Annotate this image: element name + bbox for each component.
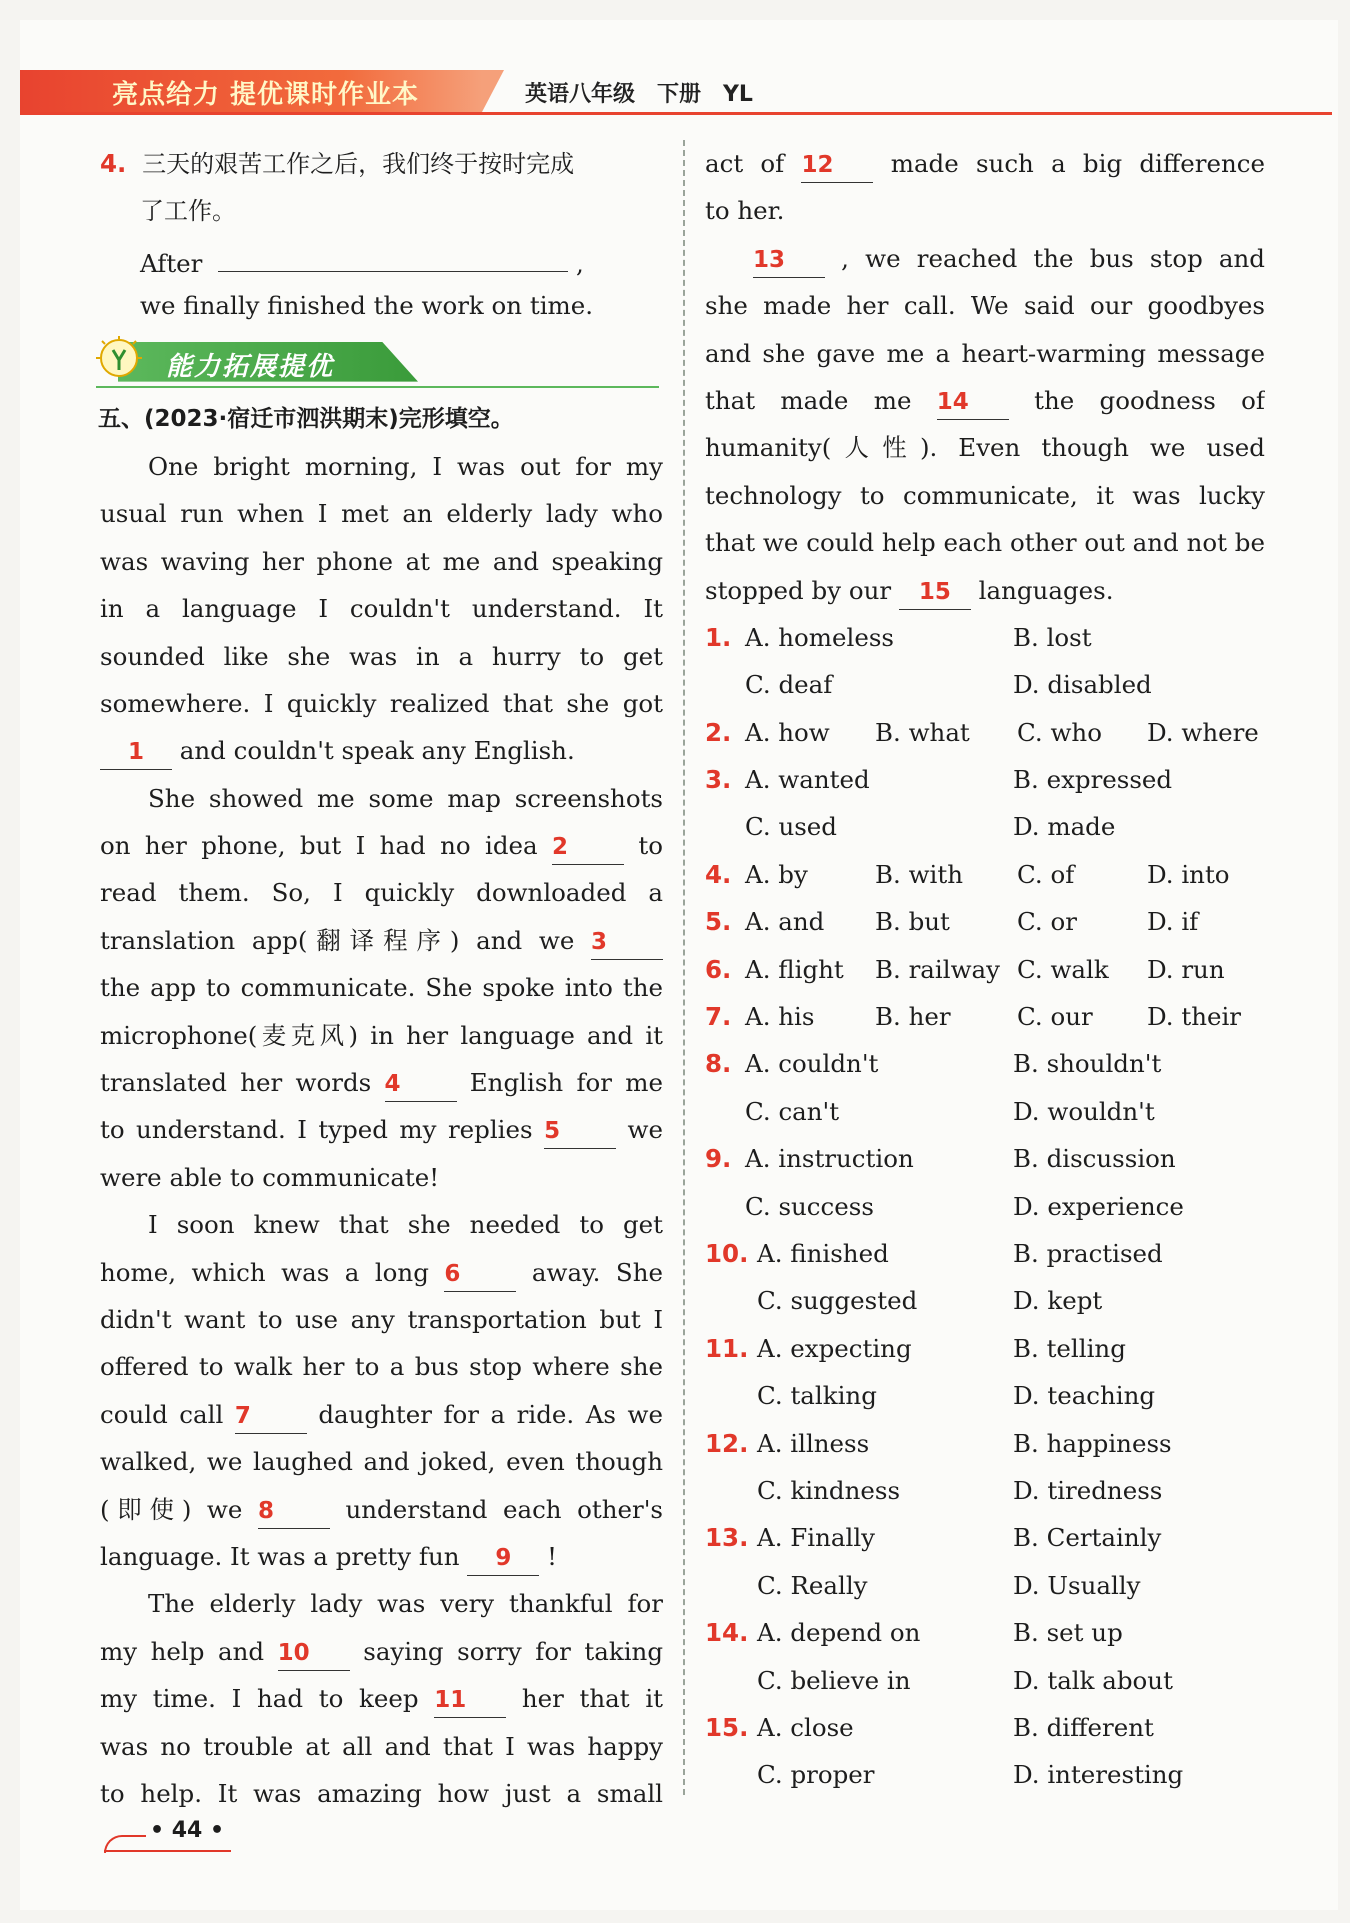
question-row: [705, 898, 1265, 945]
left-line: [100, 585, 663, 632]
answer-blank[interactable]: [753, 241, 825, 278]
option[interactable]: B. with: [875, 859, 964, 889]
left-line: [100, 1201, 663, 1248]
blank-number: 4: [384, 1071, 401, 1098]
text-after: we: [616, 1115, 663, 1145]
right-line: [705, 424, 1265, 471]
line-text: [705, 424, 1265, 471]
option[interactable]: D. teaching: [1013, 1381, 1156, 1411]
answer-blank[interactable]: [434, 1681, 506, 1718]
question-row: [705, 946, 1265, 993]
left-line: [100, 1438, 663, 1485]
answer-blank[interactable]: [444, 1255, 516, 1292]
text-before: somewhere. I quickly realized that she got: [100, 688, 663, 718]
header-rule: [20, 112, 1332, 115]
text-before: usual run when I met an elderly lady who: [100, 499, 663, 529]
option[interactable]: B. lost: [1013, 622, 1092, 652]
option[interactable]: A. expecting: [757, 1333, 912, 1363]
question-row: [705, 1277, 1265, 1324]
option[interactable]: C. who: [1017, 717, 1102, 747]
option[interactable]: B. telling: [1013, 1333, 1126, 1363]
left-line: [100, 1628, 663, 1675]
option[interactable]: D. their: [1147, 1002, 1242, 1032]
text-before: was waving her phone at me and speaking: [100, 546, 663, 576]
option[interactable]: A. Finally: [757, 1523, 876, 1553]
blank-number: 6: [444, 1260, 461, 1287]
option[interactable]: C. talking: [757, 1381, 877, 1411]
question-number: 12.: [705, 1428, 749, 1458]
answer-blank[interactable]: [544, 1112, 616, 1149]
question-row: [705, 1657, 1265, 1704]
option[interactable]: D. disabled: [1013, 670, 1152, 700]
passage-right: [705, 140, 1265, 614]
text-before: in a language I couldn't understand. It: [100, 594, 663, 624]
option[interactable]: C. walk: [1017, 954, 1109, 984]
question-row: [705, 1467, 1265, 1514]
option[interactable]: A. illness: [757, 1428, 870, 1458]
blank-number: 5: [544, 1118, 561, 1145]
option[interactable]: D. interesting: [1013, 1760, 1184, 1790]
left-line: [100, 1249, 663, 1296]
option[interactable]: A. homeless: [745, 622, 895, 652]
line-text: [705, 187, 1265, 234]
text-after: !: [539, 1541, 557, 1571]
option[interactable]: B. what: [875, 717, 970, 747]
question-number: 1.: [705, 622, 732, 652]
line-text: [100, 822, 663, 869]
left-line: [100, 727, 663, 774]
left-line: [100, 1391, 663, 1438]
option[interactable]: C. can't: [745, 1096, 840, 1126]
line-text: [100, 1723, 663, 1770]
text-after: , we reached the bus stop and: [825, 243, 1265, 273]
text-before: The elderly lady was very thankful for: [148, 1589, 663, 1619]
translation-blank[interactable]: [218, 235, 568, 272]
option[interactable]: D. if: [1147, 907, 1199, 937]
right-line: [705, 187, 1265, 234]
left-line: [100, 917, 663, 964]
prompt-end: ,: [575, 248, 584, 278]
answer-blank[interactable]: [801, 146, 873, 183]
question-number: [705, 661, 745, 708]
question-row: [705, 1514, 1265, 1561]
text-before: sounded like she was in a hurry to get: [100, 641, 663, 671]
option[interactable]: B. railway: [875, 954, 1000, 984]
text-before: the app to communicate. She spoke into the: [100, 973, 663, 1003]
line-text: [705, 472, 1265, 519]
left-line: [100, 1533, 663, 1580]
line-text: [753, 235, 1265, 282]
text-before: language. It was a pretty fun: [100, 1541, 468, 1571]
blank-number: 12: [801, 152, 834, 178]
blank-number: 2: [552, 834, 569, 861]
answer-blank[interactable]: [235, 1397, 307, 1434]
blank-number: 9: [495, 1544, 512, 1571]
blank-number: 8: [257, 1497, 274, 1524]
option[interactable]: B. practised: [1013, 1238, 1163, 1268]
question-row: [705, 1088, 1265, 1135]
text-before: to help. It was amazing how just a small: [100, 1778, 663, 1808]
right-line: [705, 567, 1265, 614]
answer-blank[interactable]: [899, 573, 971, 610]
line-text: [100, 1296, 663, 1343]
question-row: [705, 709, 1265, 756]
text-before: didn't want to use any transportation but I: [100, 1304, 663, 1334]
blank-number: 7: [234, 1402, 251, 1429]
line-text: [100, 1249, 663, 1296]
option[interactable]: B. different: [1013, 1712, 1154, 1742]
option[interactable]: A. how: [745, 717, 830, 747]
line-text: [100, 1533, 663, 1580]
option[interactable]: C. proper: [757, 1760, 875, 1790]
answer-blank[interactable]: [937, 383, 1009, 420]
text-before: my help and: [100, 1636, 278, 1666]
question-row: [705, 1040, 1265, 1087]
question-number: [705, 1277, 757, 1324]
option[interactable]: C. our: [1017, 1002, 1093, 1032]
line-text: [100, 727, 663, 774]
line-text: [148, 1201, 663, 1248]
left-line: [100, 633, 663, 680]
text-before: home, which was a long: [100, 1257, 445, 1287]
right-line: [705, 472, 1265, 519]
section-title: 能力拓展提优: [166, 351, 335, 382]
option[interactable]: A. finished: [757, 1238, 889, 1268]
question-number: 14.: [705, 1618, 749, 1648]
line-text: [100, 490, 663, 537]
cloze-heading: 五、(2023·宿迁市泗洪期末)完形填空。: [98, 405, 514, 432]
option[interactable]: D. run: [1147, 954, 1225, 984]
option[interactable]: C. deaf: [745, 670, 833, 700]
line-text: [148, 775, 663, 822]
line-text: [100, 1106, 663, 1153]
line-text: [705, 282, 1265, 329]
right-line: [705, 377, 1265, 424]
option[interactable]: C. kindness: [757, 1475, 901, 1505]
answer-blank[interactable]: [100, 733, 172, 770]
line-text: [100, 538, 663, 585]
text-before: She showed me some map screenshots: [148, 783, 663, 813]
option[interactable]: C. suggested: [757, 1286, 918, 1316]
passage-left: [100, 443, 663, 1817]
option[interactable]: A. wanted: [745, 765, 870, 795]
text-before: she made her call. We said our goodbyes: [705, 291, 1265, 321]
question-number: [705, 1751, 757, 1798]
text-before: I soon knew that she needed to get: [148, 1210, 663, 1240]
text-after: her that it: [506, 1684, 663, 1714]
left-line: [100, 1059, 663, 1106]
blank-number: 15: [918, 578, 951, 605]
option[interactable]: A. couldn't: [745, 1049, 879, 1079]
question-row: [705, 1609, 1265, 1656]
right-line: [705, 140, 1265, 187]
text-after: languages.: [970, 575, 1114, 605]
question-row: [705, 1325, 1265, 1372]
question-row: [705, 993, 1265, 1040]
question-number: [705, 1562, 757, 1609]
option[interactable]: D. wouldn't: [1013, 1096, 1155, 1126]
question-number: 5.: [705, 907, 732, 937]
right-line: [705, 235, 1265, 282]
option[interactable]: C. success: [745, 1191, 874, 1221]
left-line: [100, 1012, 663, 1059]
left-line: [100, 1343, 663, 1390]
blank-number: 1: [127, 739, 144, 766]
text-before: that we could help each other out and not be: [705, 528, 1265, 558]
option[interactable]: C. or: [1017, 907, 1077, 937]
line-text: [705, 377, 1265, 424]
question-row: [705, 851, 1265, 898]
left-line: [100, 1106, 663, 1153]
question-row: [705, 1135, 1265, 1182]
translation-chinese-1: 三天的艰苦工作之后，我们终于按时完成: [142, 150, 575, 178]
option[interactable]: B. Certainly: [1013, 1523, 1162, 1553]
option[interactable]: A. and: [745, 907, 825, 937]
text-before: to her.: [705, 196, 785, 226]
option[interactable]: B. happiness: [1013, 1428, 1172, 1458]
page-number: • 44 •: [150, 1818, 225, 1843]
line-text: [100, 1438, 663, 1485]
answer-blank[interactable]: [467, 1539, 539, 1576]
line-text: [100, 585, 663, 632]
question-number: [705, 1657, 757, 1704]
answer-blank[interactable]: [552, 828, 624, 865]
left-column: [100, 140, 663, 1817]
left-line: [100, 964, 663, 1011]
option[interactable]: D. experience: [1013, 1191, 1184, 1221]
text-before: act of: [705, 149, 802, 178]
line-text: [100, 869, 663, 916]
text-before: were able to communicate!: [100, 1162, 440, 1192]
left-line: [100, 538, 663, 585]
question-number: [705, 803, 745, 850]
option[interactable]: D. kept: [1013, 1286, 1103, 1316]
text-before: was no trouble at all and that I was happy: [100, 1731, 663, 1761]
footer-rule: [104, 1850, 231, 1852]
left-line: [100, 1486, 663, 1533]
left-line: [100, 490, 663, 537]
text-after: and couldn't speak any English.: [172, 736, 575, 766]
question-row: [705, 614, 1265, 661]
left-line: [100, 1154, 663, 1201]
text-after: saying sorry for taking: [349, 1636, 663, 1666]
translation-number: 4.: [100, 149, 127, 178]
translation-sentence-end: we finally finished the work on time.: [140, 291, 594, 321]
option[interactable]: A. flight: [745, 954, 844, 984]
left-line: [100, 1770, 663, 1817]
question-number: 4.: [705, 859, 732, 889]
right-line: [705, 282, 1265, 329]
question-number: 10.: [705, 1238, 749, 1268]
question-number: 6.: [705, 954, 732, 984]
left-line: [100, 1723, 663, 1770]
line-text: [705, 140, 1265, 187]
blank-number: 10: [277, 1639, 310, 1666]
text-before: stopped by our: [705, 575, 899, 605]
option[interactable]: A. close: [757, 1712, 854, 1742]
line-text: [100, 1059, 663, 1106]
answer-blank[interactable]: [278, 1634, 350, 1671]
question-number: [705, 1183, 745, 1230]
series-title: 亮点给力 提优课时作业本: [112, 80, 420, 110]
line-text: [100, 1154, 663, 1201]
translation-line-1: [100, 140, 663, 187]
text-before: my time. I had to keep: [100, 1684, 435, 1714]
answer-blank[interactable]: [591, 923, 663, 960]
option[interactable]: D. made: [1013, 812, 1116, 842]
question-row: [705, 1751, 1265, 1798]
text-before: (即使) we: [100, 1494, 258, 1524]
text-before: could call: [100, 1399, 235, 1429]
blank-number: 13: [753, 246, 786, 273]
text-before: One bright morning, I was out for my: [148, 451, 663, 481]
left-line: [100, 822, 663, 869]
translation-chinese-2: 了工作。: [140, 197, 236, 226]
text-before: read them. So, I quickly downloaded a: [100, 878, 663, 908]
option[interactable]: B. expressed: [1013, 765, 1173, 795]
text-after: away. She: [516, 1257, 663, 1287]
option[interactable]: D. where: [1147, 717, 1259, 747]
line-text: [100, 1343, 663, 1390]
text-before: and she gave me a heart-warming message: [705, 338, 1265, 368]
line-text: [100, 917, 663, 964]
question-number: 2.: [705, 717, 732, 747]
line-text: [705, 567, 1265, 614]
option[interactable]: D. tiredness: [1013, 1475, 1163, 1505]
option[interactable]: B. set up: [1013, 1618, 1123, 1648]
option[interactable]: C. Really: [757, 1570, 868, 1600]
question-row: [705, 1183, 1265, 1230]
question-number: 15.: [705, 1712, 749, 1742]
line-text: [100, 1675, 663, 1722]
left-line: [100, 1580, 663, 1627]
question-list: [705, 614, 1265, 1799]
prompt-start: After: [140, 248, 203, 278]
option[interactable]: A. depend on: [757, 1618, 921, 1648]
option[interactable]: B. her: [875, 1002, 951, 1032]
question-row: [705, 1372, 1265, 1419]
question-number: 3.: [705, 765, 732, 795]
line-text: [148, 443, 663, 490]
answer-blank[interactable]: [258, 1492, 330, 1529]
text-after: made such a big difference: [873, 149, 1265, 178]
text-before: offered to walk her to a bus stop where she: [100, 1352, 663, 1382]
question-number: 11.: [705, 1333, 749, 1363]
blank-number: 11: [434, 1687, 467, 1714]
question-row: [705, 1420, 1265, 1467]
text-after: daughter for a ride. As we: [306, 1399, 663, 1429]
column-divider: [683, 140, 685, 1795]
option[interactable]: A. by: [745, 859, 808, 889]
option[interactable]: D. Usually: [1013, 1570, 1141, 1600]
question-number: [705, 1088, 745, 1135]
right-line: [705, 519, 1265, 566]
option[interactable]: B. discussion: [1013, 1144, 1176, 1174]
line-text: [705, 330, 1265, 377]
option[interactable]: C. believe in: [757, 1665, 911, 1695]
option[interactable]: C. used: [745, 812, 837, 842]
right-line: [705, 330, 1265, 377]
text-after: the goodness of: [1008, 385, 1265, 415]
text-before: humanity(人性). Even though we used: [705, 433, 1265, 463]
option[interactable]: B. shouldn't: [1013, 1049, 1162, 1079]
question-row: [705, 1230, 1265, 1277]
line-text: [100, 1628, 663, 1675]
left-line: [100, 775, 663, 822]
text-before: technology to communicate, it was lucky: [705, 480, 1265, 510]
question-row: [705, 756, 1265, 803]
line-text: [100, 1770, 663, 1817]
line-text: [100, 1012, 663, 1059]
option[interactable]: A. instruction: [745, 1144, 914, 1174]
left-line: [100, 1296, 663, 1343]
line-text: [100, 633, 663, 680]
text-before: translation app(翻译程序) and we: [100, 925, 591, 955]
question-row: [705, 1562, 1265, 1609]
section-banner: [96, 334, 663, 390]
translation-prompt: [100, 235, 663, 282]
option[interactable]: A. his: [745, 1002, 815, 1032]
question-row: [705, 661, 1265, 708]
option[interactable]: C. of: [1017, 859, 1075, 889]
line-text: [100, 680, 663, 727]
text-before: translated her words: [100, 1068, 385, 1098]
text-after: to: [624, 831, 663, 861]
section-rule: [96, 386, 659, 388]
answer-blank[interactable]: [385, 1065, 457, 1102]
text-before: on her phone, but I had no idea: [100, 831, 553, 861]
left-line: [100, 869, 663, 916]
translation-line-2: [100, 187, 663, 234]
text-before: to understand. I typed my replies: [100, 1115, 545, 1145]
option[interactable]: D. into: [1147, 859, 1230, 889]
text-before: microphone(麦克风) in her language and it: [100, 1020, 663, 1050]
book-info: 英语八年级 下册 YL: [525, 82, 753, 107]
text-before: walked, we laughed and joked, even though: [100, 1447, 663, 1477]
left-line: [100, 443, 663, 490]
text-after: English for me: [456, 1068, 663, 1098]
left-line: [100, 1675, 663, 1722]
line-text: [100, 1486, 663, 1533]
line-text: [705, 519, 1265, 566]
text-after: understand each other's: [329, 1494, 663, 1524]
line-text: [100, 964, 663, 1011]
line-text: [100, 1391, 663, 1438]
question-row: [705, 1704, 1265, 1751]
question-number: 8.: [705, 1049, 732, 1079]
question-row: [705, 803, 1265, 850]
lightbulb-icon: [96, 336, 142, 382]
blank-number: 3: [591, 928, 608, 955]
question-number: [705, 1372, 757, 1419]
text-before: that made me: [705, 385, 937, 415]
option[interactable]: D. talk about: [1013, 1665, 1173, 1695]
right-column: [705, 140, 1265, 1799]
option[interactable]: B. but: [875, 907, 950, 937]
left-line: [100, 680, 663, 727]
line-text: [148, 1580, 663, 1627]
question-number: 9.: [705, 1144, 732, 1174]
question-number: [705, 1467, 757, 1514]
blank-number: 14: [936, 388, 969, 415]
question-number: 7.: [705, 1002, 732, 1032]
question-number: 13.: [705, 1523, 749, 1553]
